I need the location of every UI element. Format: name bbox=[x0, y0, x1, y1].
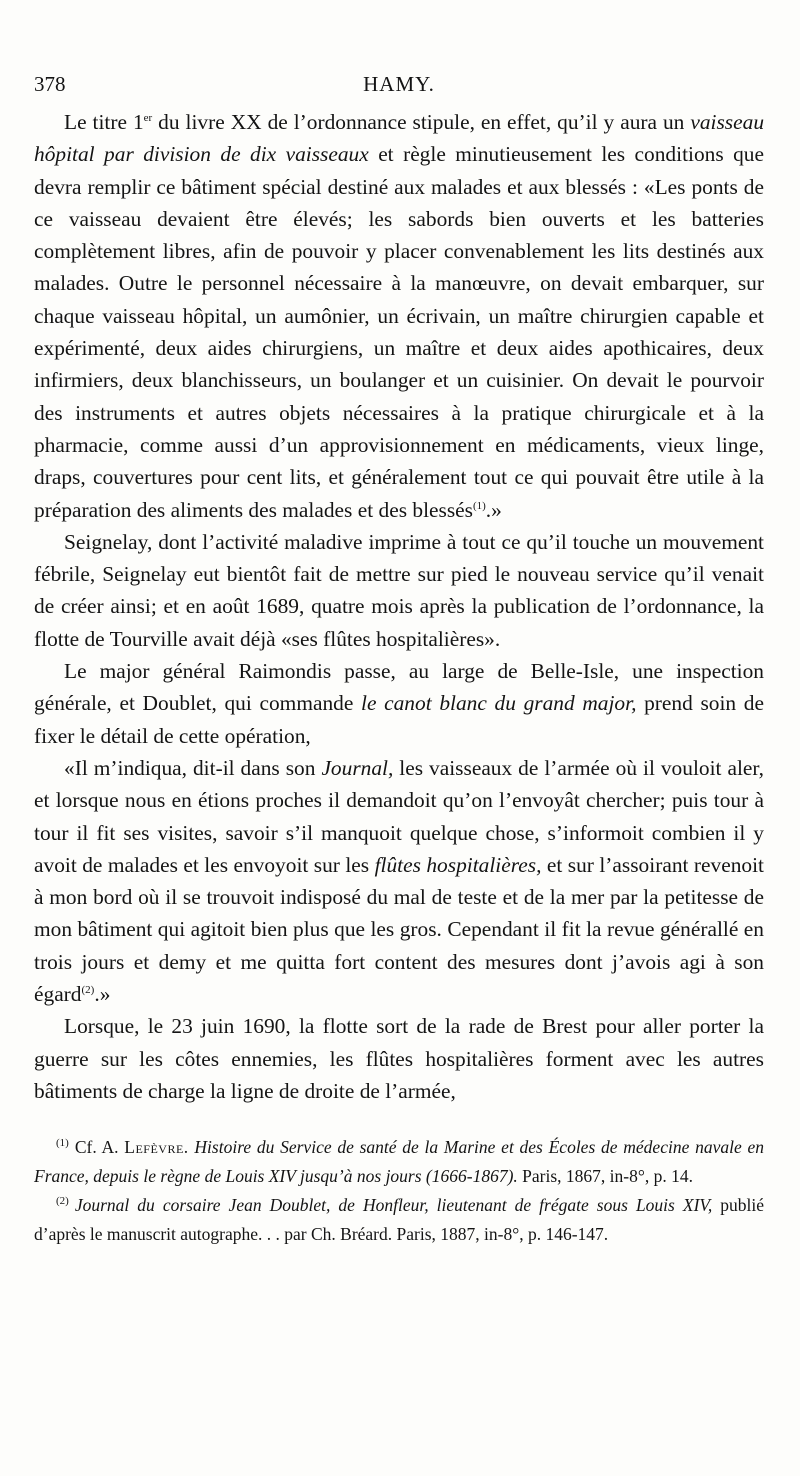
quoted-paragraph bbox=[34, 752, 764, 1010]
text-run: du livre XX de l’ordonnance stipule, en effet, qu’il y aura un bbox=[152, 110, 691, 134]
footnotes bbox=[34, 1133, 764, 1249]
superscript: er bbox=[143, 111, 153, 124]
text-run: Lorsque, le 23 juin 1690, la flotte sort de la rade de Brest pour aller porter la guerre sur les côtes ennemies, les flûtes hospitalières forment avec les autres bâtiments de charge la ligne de droite de l’armée, bbox=[34, 1014, 764, 1103]
italic-text: le canot blanc du grand major, bbox=[361, 691, 637, 716]
footnote bbox=[34, 1191, 764, 1249]
paragraph bbox=[34, 106, 764, 526]
footnote-mark: (1) bbox=[56, 1137, 69, 1150]
text-run: et règle minutieusement les conditions que devra remplir ce bâtiment spécial destiné aux malades et aux blessés : «Les ponts de ce vaisseau devaient être élevés; les sabords bien ouverts et les batteries complètement libres, afin de pouvoir y placer convenablement les lits destinés aux malades. Outre le personnel nécessaire à la manœuvre, on devait embarquer, sur chaque vaisseau hôpital, un aumônier, un écrivain, un maître chirurgien capable et expérimenté, deux aides chirurgiens, un maître et deux aides apothicaires, deux infirmiers, deux blanchisseurs, un boulanger et un cuisinier. On devait le pourvoir des instruments et autres objets nécessaires à la pratique chirurgicale et à la pharmacie, comme aussi d’un approvisionnement en médicaments, vieux linge, draps, couvertures pour cent lits, et généralement tout ce qui pouvait être utile à la préparation des aliments des malades et des blessés bbox=[34, 142, 764, 522]
book-page bbox=[34, 72, 764, 1249]
superscript: (2) bbox=[81, 983, 95, 996]
text-run: 1 bbox=[132, 110, 144, 134]
paragraph bbox=[34, 1010, 764, 1107]
footnote-text bbox=[34, 1137, 764, 1186]
text-run: Le major général Raimondis passe, au large de Belle-Isle, une inspection générale, et Doublet, qui commande bbox=[34, 659, 764, 716]
text-run: Seignelay, dont l’activité maladive imprime à tout ce qu’il touche un mouvement fébrile, Seignelay eut bientôt fait de mettre sur pied le nouveau service qu’il venait de créer ainsi; et en août 1689, quatre mois après la publication de l’ordonnance, la flotte de Tourville avait déjà «ses flûtes hospitalières». bbox=[34, 529, 764, 651]
footnote bbox=[34, 1133, 764, 1191]
italic-text: Journal, bbox=[321, 755, 394, 780]
page-header bbox=[34, 72, 764, 106]
text-run: publié d’après le manuscrit autographe. . . par Ch. Bréard. Paris, 1887, in-8°, p. 146-147. bbox=[34, 1195, 764, 1245]
text-run: .» bbox=[94, 982, 111, 1007]
text-run: prend soin de fixer le détail de cette opération, bbox=[34, 691, 764, 748]
text-run: «Il m’indiqua, dit-il dans son bbox=[64, 755, 322, 780]
text-run: .» bbox=[485, 497, 502, 522]
text-run: Paris, 1867, in-8°, p. 14. bbox=[517, 1166, 693, 1187]
italic-text: Histoire du Service de santé de la Marine et des Écoles de médecine navale en France, depuis le règne de Louis XIV jusqu’à nos jours (1666-1867). bbox=[34, 1137, 764, 1187]
italic-text: Journal du corsaire Jean Doublet, de Honfleur, lieutenant de frégate sous Louis XIV, bbox=[74, 1195, 713, 1216]
text-run: Cf. A. bbox=[74, 1137, 125, 1158]
text-run: les vaisseaux de l’armée où il vouloit aler, et lorsque nous en étions proches il demandoit qu’on l’envoyât chercher; puis tour à tour il fit ses visites, savoir s’il manquoit quelque chose, s’informoit combien il y avoit de malades et les envoyoit sur les bbox=[34, 755, 764, 877]
italic-text: flûtes hospitalières, bbox=[374, 852, 542, 877]
body-text bbox=[34, 106, 764, 1107]
running-head: HAMY. bbox=[363, 72, 435, 96]
text-run: Le titre bbox=[64, 110, 133, 134]
paragraph bbox=[34, 526, 764, 655]
footnote-mark: (2) bbox=[56, 1195, 69, 1208]
superscript: (1) bbox=[472, 499, 486, 512]
paragraph bbox=[34, 655, 764, 752]
italic-text: vaisseau hôpital par division de dix vaisseaux bbox=[34, 110, 765, 167]
page-number: 378 bbox=[34, 72, 66, 96]
footnote-text bbox=[34, 1195, 764, 1244]
text-run: et sur l’assoirant revenoit à mon bord où il se trouvoit indisposé du mal de teste et de la mer par la petitesse de mon bâtiment qui agitoit bien plus que les gros. Cependant il fit la revue générallé en trois jours et demy et me quitta fort content des mesures dont j’avois agi à son égard bbox=[34, 852, 764, 1007]
author-name: Lefèvre. bbox=[124, 1137, 189, 1158]
